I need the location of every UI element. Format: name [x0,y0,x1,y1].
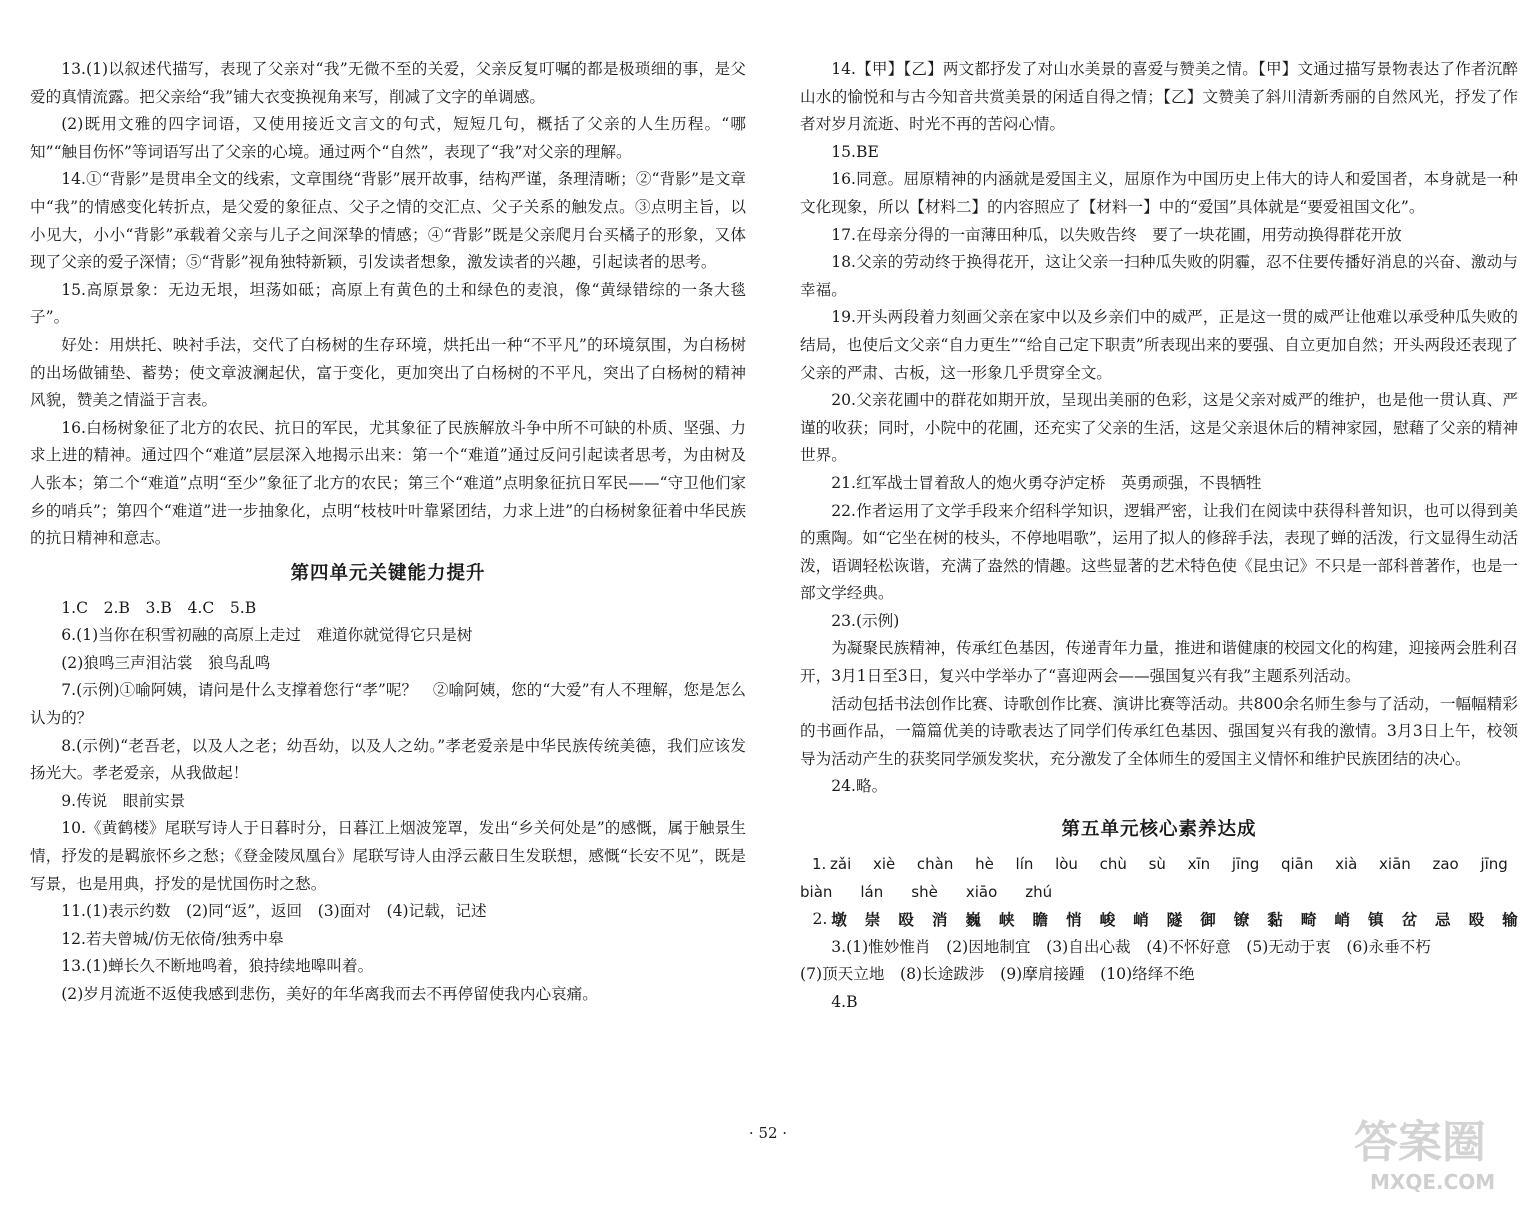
answer-r18: 18.父亲的劳动终于换得花开，这让父亲一扫种瓜失败的阴霾，忍不住要传播好消息的兴奋、激动与幸福。 [800,253,1518,299]
answer-10: 10.《黄鹤楼》尾联写诗人于日暮时分，日暮江上烟波笼罩，发出“乡关何处是”的感慨，属于触景生情，抒发的是羁旅怀乡之愁；《登金陵凤凰台》尾联写诗人由浮云蔽日生发联想，感慨“长安不见”，既是写景，也是用典，抒发的是忧国伤时之愁。 [30,819,746,893]
pinyin-item: biàn [800,882,833,901]
hanzi-item: 悄 [1066,910,1082,930]
hanzi-item: 巍 [965,910,981,930]
hanzi-item: 黏 [1267,910,1283,930]
pinyin-item: xiāo [965,882,998,901]
watermark-main-text: 答案圈 [1354,1117,1486,1168]
pinyin-item: shè [911,882,938,901]
answer-13-1: 13.(1)以叙述代描写，表现了父亲对“我”无微不至的关爱，父亲反复叮嘱的都是极琐细的事，是父爱的真情流露。把父亲给“我”铺大衣变换视角来写，削减了文字的单调感。 [30,60,746,106]
pinyin-item: hè [975,855,994,874]
answer-r22: 22.作者运用了文学手段来介绍科学知识，逻辑严密，让我们在阅读中获得科普知识，也可以得到美的熏陶。如“它坐在树的枝头，不停地唱歌”，运用了拟人的修辞手法，表现了蝉的活泼，行文显得生动活泼，语调轻松诙谐，充满了盎然的情趣。这些显著的艺术特色使《昆虫记》不只是一部科普著作，也是一部文学经典。 [800,501,1518,603]
answer-r23-paragraph-2: 活动包括书法创作比赛、诗歌创作比赛、演讲比赛等活动。共800余名师生参与了活动，一幅幅精彩的书画作品，一篇篇优美的诗歌表达了同学们传承红色基因、强国复兴有我的激情。3月3日上午，校领导为活动产生的获奖同学颁发奖状，充分激发了全体师生的爱国主义情怀和维护民族团结的决心。 [800,694,1518,768]
right-column [800,56,1518,1017]
left-column [30,56,746,1009]
pinyin-item: lòu [1055,855,1078,874]
hanzi-item: 岔 [1401,910,1418,930]
answer-15: 15.高原景象：无边无垠，坦荡如砥；高原上有黄色的土和绿色的麦浪，像“黄绿错综的一条大毯子”。 [30,280,746,327]
pinyin-item: xiè [872,855,896,874]
pinyin-item: chù [1099,855,1127,874]
answer-13-2: (2)既用文雅的四字词语，又使用接近文言文的句式，短短几句，概括了父亲的人生历程。“哪知”“触目伤怀”等词语写出了父亲的心境。通过两个“自然”，表现了“我”对父亲的理解。 [30,115,746,161]
pinyin-item: xiān [1379,855,1411,874]
pinyin-item: jīng [1231,855,1260,874]
pinyin-item: xià [1335,855,1358,874]
pinyin-item: jīng [1480,855,1508,874]
hanzi-item: 峭 [1334,910,1350,930]
answer-r21: 21.红军战士冒着敌人的炮火勇夺泸定桥 英勇顽强，不畏牺牲 [831,473,1262,492]
hanzi-item: 殴 [1468,910,1485,930]
answer-r24: 24.略。 [831,777,888,796]
answer-14: 14.①“背影”是贯串全文的线索，文章围绕“背影”展开故事，结构严谨，条理清晰；②“背影”是文章中“我”的情感变化转折点，是父爱的象征点、父子之情的交汇点、父子关系的触发点。③点明主旨，以小见大，小小“背影”承载着父亲与儿子之间深挚的情感；④“背影”既是父亲爬月台买橘子的形象，又体现了父亲的爱子深情；⑤“背影”视角独特新颖，引发读者想象，激发读者的兴趣，引起读者的思考。 [30,170,746,272]
answer-6-1: 6.(1)当你在积雪初融的高原上走过 难道你就觉得它只是树 [61,626,473,645]
hanzi-item: 峻 [1099,910,1116,930]
pinyin-row-1 [800,851,1518,879]
hanzi-item: 输 [1502,910,1518,930]
answer-12: 12.若夫曾城/仿无依倚/独秀中皋 [61,929,284,948]
answer-13b-2: (2)岁月流逝不返使我感到悲伤，美好的年华离我而去不再停留使我内心哀痛。 [61,985,598,1003]
pinyin-item: lán [860,882,884,901]
answer-r15: 15.BE [831,142,879,161]
answer-r20: 20.父亲花圃中的群花如期开放，呈现出美丽的色彩，这是父亲对威严的维护，也是他一贯认真、严谨的收获；同时，小院中的花圃，还充实了父亲的生活，这是父亲退休后的精神家园，慰藉了父亲的精神世界。 [800,391,1518,465]
pinyin-item: sù [1148,855,1166,874]
pinyin-item: lín [1015,855,1034,874]
pinyin-item: qiān [1280,855,1314,874]
pinyin-label: 1. [812,855,827,874]
page-number: · 52 · [748,1124,788,1142]
section-heading-unit-4: 第四单元关键能力提升 [290,562,486,584]
answer-r3-1: 3.(1)惟妙惟肖 (2)因地制宜 (3)自出心裁 (4)不怀好意 (5)无动于衷 (6)永垂不朽 [831,937,1431,956]
hanzi-item: 消 [931,910,948,930]
answer-15-benefit: 好处：用烘托、映衬手法，交代了白杨树的生存环境，烘托出一种“不平凡”的环境氛围，为白杨树的出场做铺垫、蓄势；使文章波澜起伏，富于变化，更加突出了白杨树的不平凡，突出了白杨树的精神风貌，赞美之情溢于言表。 [30,335,746,410]
hanzi-item: 镣 [1233,910,1250,930]
hanzi-item: 殴 [898,910,914,930]
hanzi-item: 峡 [998,910,1015,930]
hanzi-item: 瞻 [1032,910,1049,930]
pinyin-item: zhú [1025,882,1053,901]
hanzi-item: 峭 [1133,910,1149,930]
hanzi-item: 隧 [1166,910,1183,930]
answer-r23-paragraph-1: 为凝聚民族精神，传承红色基因，传递青年力量，推进和谐健康的校园文化的构建，迎接两会胜利召开，3月1日至3日，复兴中学举办了“喜迎两会——强国复兴有我”主题系列活动。 [800,639,1518,686]
pinyin-row-2 [800,879,1518,907]
answers-1-5: 1.C 2.B 3.B 4.C 5.B [61,598,257,617]
answer-r14: 14.【甲】【乙】两文都抒发了对山水美景的喜爱与赞美之情。【甲】文通过描写景物表达了作者沉醉山水的愉悦和与古今知音共赏美景的闲适自得之情；【乙】文赞美了斜川清新秀丽的自然风光，抒发了作者对岁月流逝、时光不再的苦闷心情。 [800,60,1518,134]
hanzi-item: 镇 [1367,910,1384,930]
answer-r3-2: (7)顶天立地 (8)长途跋涉 (9)摩肩接踵 (10)络绎不绝 [800,965,1195,984]
hanzi-item: 忌 [1435,910,1451,930]
pinyin-item: zǎi [830,855,852,874]
pinyin-item: xīn [1187,855,1211,874]
answer-r17: 17.在母亲分得的一亩薄田种瓜，以失败告终 要了一块花圃，用劳动换得群花开放 [831,225,1402,244]
answer-7: 7.(示例)①喻阿姨，请问是什么支撑着您行“孝”呢？ ②喻阿姨，您的“大爱”有人不理解，您是怎么认为的？ [30,681,746,728]
watermark-sub-text: MXQE.COM [1370,1170,1496,1194]
answer-16: 16.白杨树象征了北方的农民、抗日的军民，尤其象征了民族解放斗争中所不可缺的朴质、坚强、力求上进的精神。通过四个“难道”层层深入地揭示出来：第一个“难道”通过反问引起读者思考，为由树及人张本；第二个“难道”点明“至少”象征了北方的农民；第三个“难道”点明象征抗日军民——“守卫他们家乡的哨兵”；第四个“难道”进一步抽象化，点明“枝枝叶叶靠紧团结，力求上进”的白杨树象征着中华民族的抗日精神和意志。 [30,418,746,548]
hanzi-item: 畸 [1300,910,1317,930]
answer-8: 8.(示例)“老吾老，以及人之老；幼吾幼，以及人之幼。”孝老爱亲是中华民族传统美德，我们应该发扬光大。孝老爱亲，从我做起！ [30,736,746,783]
watermark-logo [1348,1109,1528,1199]
pinyin-item: chàn [916,855,954,874]
hanzi-row [800,906,1518,934]
answer-11: 11.(1)表示约数 (2)同“返”，返回 (3)面对 (4)记载，记述 [61,902,487,921]
hanzi-label: 2. [812,910,828,929]
answer-r4: 4.B [831,993,858,1011]
answer-6-2: (2)狼鸣三声泪沾裳 狼鸟乱鸣 [61,653,271,672]
answer-r16: 16.同意。屈原精神的内涵就是爱国主义，屈原作为中国历史上伟大的诗人和爱国者，本身就是一种文化现象，所以【材料二】的内容照应了【材料一】中的“爱国”具体就是“要爱祖国文化”。 [800,170,1518,216]
answer-9: 9.传说 眼前实景 [61,791,186,810]
answer-r23: 23.(示例) [831,611,900,630]
hanzi-item: 墩 [831,910,847,930]
hanzi-item: 御 [1200,910,1216,930]
pinyin-item: zao [1432,855,1459,874]
hanzi-item: 崇 [864,910,881,930]
section-heading-unit-5: 第五单元核心素养达成 [1061,819,1257,841]
answer-r19: 19.开头两段着力刻画父亲在家中以及乡亲们中的威严，正是这一贯的威严让他难以承受种瓜失败的结局，也使后文父亲“自力更生”“给自己定下职责”所表现出来的要强、自立更加自然；开头两段还表现了父亲的严肃、古板，这一形象几乎贯穿全文。 [800,308,1519,382]
answer-13b-1: 13.(1)蝉长久不断地鸣着，狼持续地嗥叫着。 [61,957,374,976]
